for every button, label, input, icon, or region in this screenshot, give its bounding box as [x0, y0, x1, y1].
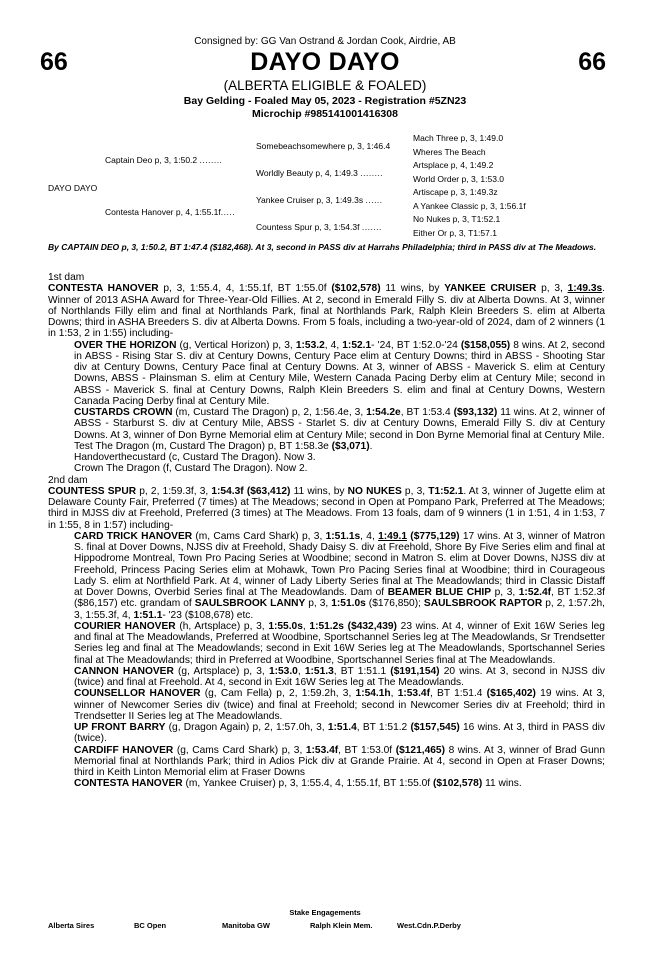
- horse-name: DAYO DAYO: [250, 48, 400, 76]
- foal-entry-up-front-barry: UP FRONT BARRY (g, Dragon Again) p, 2, 1:57.0h, 3, 1:51.4, BT 1:51.2 ($157,545) 16 wins. At 3, third in PASS div (twice).: [74, 722, 606, 745]
- foal-entry-crown-the-dragon: Crown The Dragon (f, Custard The Dragon). Now 2.: [74, 463, 308, 475]
- microchip: Microchip #985141001416308: [252, 108, 398, 120]
- first-dam-heading: 1st dam: [48, 272, 85, 283]
- dam-entry-countess-spur: COUNTESS SPUR p, 2, 1:59.3f, 3, 1:54.3f ($63,412) 11 wins, by NO NUKES p, 3, T1:52.1. At 3, winner of Jugette elim at Delaware County Fair, Preferred (7 times) at The Meadows; second in Open at Pompano Park, Preferred at The Meadows; third in MJSS div at Freehold, Preferred (3 times) at The Meadows. From 13 foals, dam of 9 winners (1 in 1:51, 4 in 1:53, 7 in 1:55, 8 in 1:57) including-: [48, 485, 605, 531]
- pedigree-g8: Either Or p, 3, T1:57.1: [413, 228, 497, 238]
- stake-item: BC Open: [134, 921, 167, 930]
- stake-item: Alberta Sires: [48, 921, 95, 930]
- stake-engagements-title: Stake Engagements: [289, 908, 361, 917]
- foal-entry-over-the-horizon: OVER THE HORIZON (g, Vertical Horizon) p, 3, 1:53.2, 4, 1:52.1- '24, BT 1:52.0-'24 ($158,055) 8 wins. At 2, second in ABSS - Rising Star S. div at Century Downs, Century Pace elim at Century Downs; third in ABSS - Shooting Star div at Century Downs, Century Pace final at Century Downs. At 3, winner of ABSS - Maverick S. elim at Century Downs, ABSS - Plainsman S. elim at Century Mile, Western Canada Pacing Derby elim at Century Mile; second in ABSS - Maverick S. final at Century Downs, Ralph Klein Breeders S. elim and final at Century Downs, Western Canada Pacing Derby final at Century Mile.: [74, 339, 605, 407]
- hip-number-left: 66: [40, 48, 68, 76]
- consignor-line: Consigned by: GG Van Ostrand & Jordan Cook, Airdrie, AB: [194, 36, 456, 47]
- foal-entry-contesta-hanover: CONTESTA HANOVER (m, Yankee Cruiser) p, 3, 1:55.4, 4, 1:55.1f, BT 1:55.0f ($102,578) 11 wins.: [74, 778, 522, 790]
- stake-item: West.Cdn.P.Derby: [397, 921, 461, 930]
- foal-entry-handoverthecustard: Handoverthecustard (c, Custard The Dragon). Now 3.: [74, 452, 316, 463]
- pedigree-g2: Wheres The Beach: [413, 147, 486, 157]
- stake-item: Manitoba GW: [222, 921, 270, 930]
- foal-entry-cannon-hanover: CANNON HANOVER (g, Artsplace) p, 3, 1:53.0, 1:51.3, BT 1:51.1 ($191,154) 20 wins. At 3, second in NJSS div (twice) and final at Freehold. At 4, second in Exit 16W Series leg at The Meadowlands.: [74, 665, 605, 688]
- pedigree-horse: DAYO DAYO: [48, 183, 98, 193]
- foal-entry-counsellor-hanover: COUNSELLOR HANOVER (g, Cam Fella) p, 2, 1:59.2h, 3, 1:54.1h, 1:53.4f, BT 1:51.4 ($165,402) 19 wins. At 3, winner of Newcomer Series div (twice) and final at Freehold; second in Newcomer Series div at Freehold; third in Trendsetter II Series leg at The Meadowlands.: [74, 688, 605, 722]
- eligibility: (ALBERTA ELIGIBLE & FOALED): [223, 78, 427, 93]
- pedigree-g3: Artsplace p, 4, 1:49.2: [413, 160, 494, 170]
- dam-entry-contesta: CONTESTA HANOVER p, 3, 1:55.4, 4, 1:55.1f, BT 1:55.0f ($102,578) 11 wins, by YANKEE CRUISER p, 3, 1:49.3s. Winner of 2013 ASHA Award for Three-Year-Old Fillies. At 2, second in Emerald Filly S. div at Alberta Downs. At 3, winner of Northlands Filly elim and final at Northlands Park, final at Northlands Park, Ralph Klein Breeders S. elim at Alberta Downs; third in ASHA Breeders S. div at Alberta Downs. From 5 foals, including a two-year-old of 2024, dam of 2 winners (1 in 1:53, 2 in 1:55) including-: [48, 283, 606, 340]
- foal-entry-custards-crown: CUSTARDS CROWN (m, Custard The Dragon) p, 2, 1:56.4e, 3, 1:54.2e, BT 1:53.4 ($93,132) 11 wins. At 2, winner of ABSS - Starburst S. div at Century Mile, ABSS - Starlet S. div at Century Downs, Emerald Filly S. div at Century Downs. At 3, winner of Don Byrne Memorial elim at Century Mile; second in Don Byrne Memorial final at Century Mile.: [74, 407, 605, 441]
- pedigree-sire: Captain Deo p, 3, 1:50.2 ........: [105, 155, 223, 165]
- foal-entry-cardiff-hanover: CARDIFF HANOVER (g, Cams Card Shark) p, 3, 1:53.4f, BT 1:53.0f ($121,465) 8 wins. At 3, winner of Brad Gunn Memorial final at Northlands Park; third in Adios Pick div at Grande Prairie. At 4, second in Open at Fraser Downs; third in Keith Linton Memorial elim at Fraser Downs: [74, 744, 605, 778]
- catalog-body: [48, 272, 605, 790]
- pedigree-g6: A Yankee Classic p, 3, 1:56.1f: [413, 201, 526, 211]
- pedigree-dam-dam: Countess Spur p, 3, 1:54.3f .......: [256, 222, 382, 232]
- sire-note: By CAPTAIN DEO p, 3, 1:50.2, BT 1:47.4 ($182,468). At 3, second in PASS div at Harrahs Philadelphia; third in PASS div at The Meadows.: [48, 242, 597, 252]
- foal-entry-test-the-dragon: Test The Dragon (m, Custard The Dragon) p, BT 1:58.3e ($3,071).: [74, 440, 373, 452]
- pedigree-g4: World Order p, 3, 1:53.0: [413, 174, 505, 184]
- horse-description: Bay Gelding - Foaled May 05, 2023 - Registration #5ZN23: [183, 95, 467, 107]
- pedigree-sire-sire: Somebeachsomewhere p, 3, 1:46.4: [256, 141, 391, 151]
- foal-entry-card-trick-hanover: CARD TRICK HANOVER (m, Cams Card Shark) p, 3, 1:51.1s, 4, 1:49.1 ($775,129) 17 wins. At 3, winner of Matron S. final at Dover Downs, NJSS div at Freehold, Shady Daisy S. div at Freehold, Shore By Five Series elim and final at Hippodrome Montreal, Town Pro Pacing Series at Woodbine; second in Matron S. elim at Dover Downs, NJSS div at Freehold, Princess Pacing Series elim at Mohawk, Town Pro Pacing Series final at Woodbine; third in Courageous Lady S. elim at Northfield Park. At 4, winner of Lady Liberty Series final at The Meadowlands; third in Classic Distaff at Dover Downs, Overbid Series final at The Meadowlands. Dam of BEAMER BLUE CHIP p, 3, 1:52.4f, BT 1:52.3f ($86,157) etc. grandam of SAULSBROOK LANNY p, 3, 1:51.0s ($176,850); SAULSBROOK RAPTOR p, 2, 1:57.2h, 3, 1:55.3f, 4, 1:51.1- '23 ($108,678) etc.: [74, 530, 606, 621]
- hip-number-right: 66: [578, 48, 606, 76]
- pedigree-g1: Mach Three p, 3, 1:49.0: [413, 133, 504, 143]
- pedigree-sire-dam: Worldly Beauty p, 4, 1:49.3 ........: [256, 168, 384, 178]
- pedigree-dam-sire: Yankee Cruiser p, 3, 1:49.3s ......: [256, 195, 383, 205]
- stake-item: Ralph Klein Mem.: [310, 921, 373, 930]
- pedigree-g7: No Nukes p, 3, T1:52.1: [413, 214, 501, 224]
- second-dam-heading: 2nd dam: [48, 474, 88, 486]
- foal-entry-courier-hanover: COURIER HANOVER (h, Artsplace) p, 3, 1:55.0s, 1:51.2s ($432,439) 23 wins. At 4, winner of Exit 16W Series leg and final at The Meadowlands, Preferred at Woodbine, Sportschannel Series leg at The Meadowlands, Sr Trendsetter Series leg and final at The Meadowlands; second in Exit 16W Series leg at The Meadowlands, Sportschannel Series final at The Meadowlands; third in Preferred at Woodbine, Sportschannel Series final at The Meadowlands.: [74, 620, 605, 666]
- pedigree-dam: Contesta Hanover p, 4, 1:55.1f.....: [105, 207, 236, 217]
- pedigree-g5: Artiscape p, 3, 1:49.3z: [413, 187, 498, 197]
